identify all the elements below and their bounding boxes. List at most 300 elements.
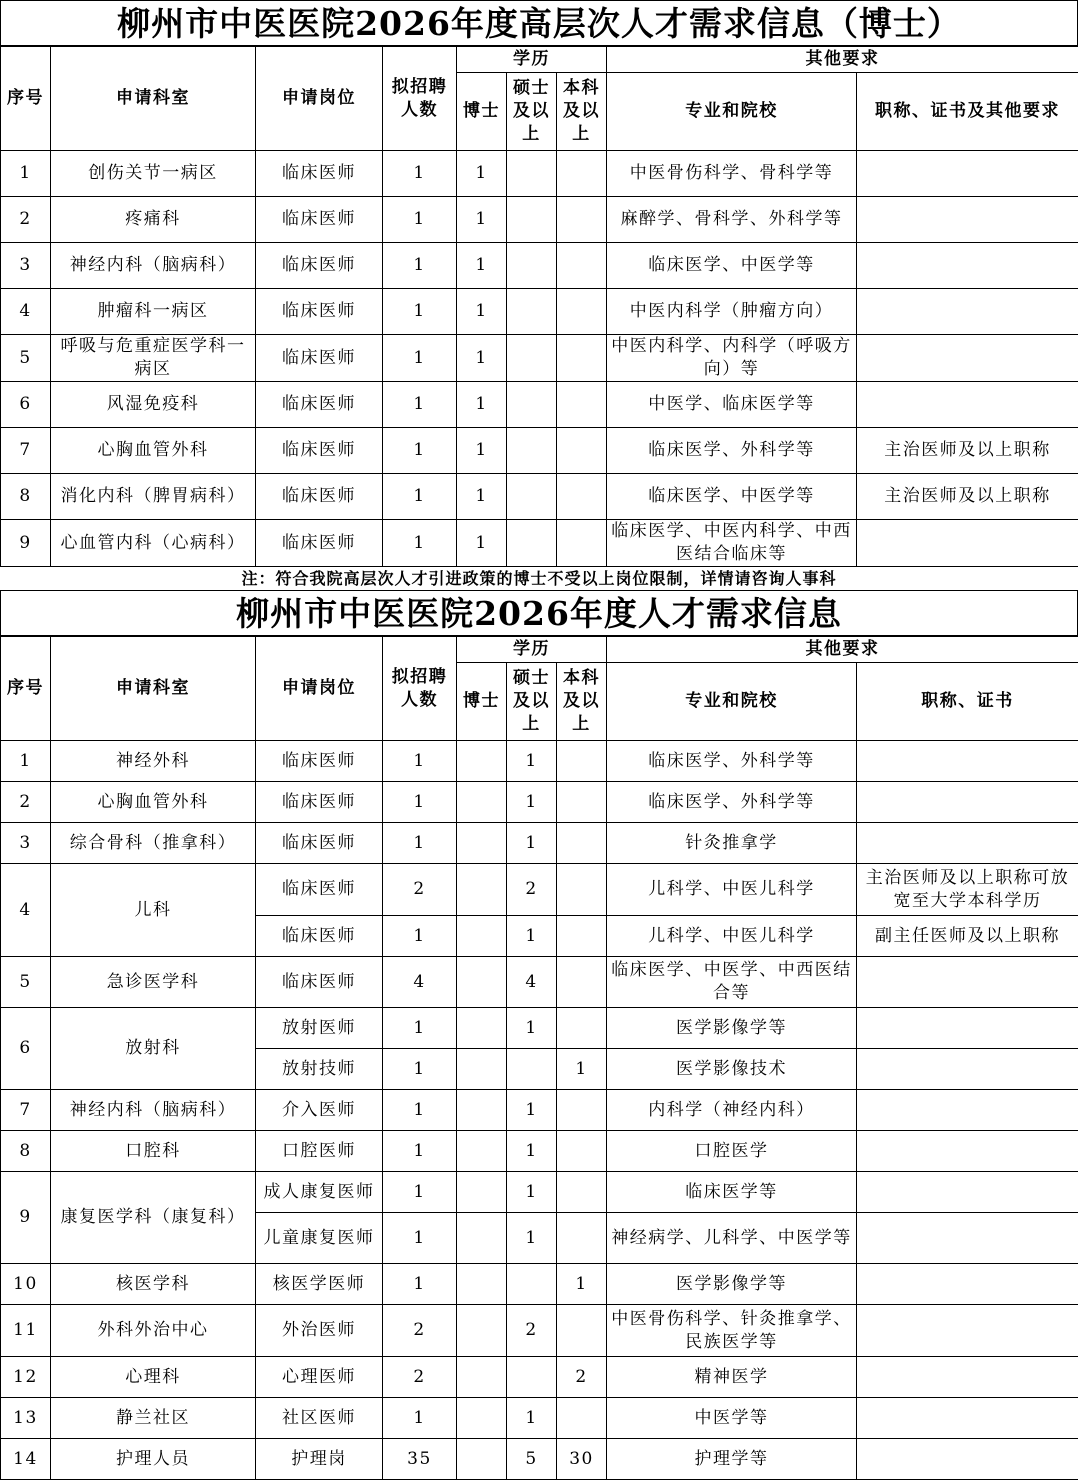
cell-post (256, 428, 383, 474)
cell-bachelor (557, 520, 607, 567)
cell-dept (51, 474, 256, 520)
cell-post (256, 197, 383, 243)
cell-master (507, 335, 557, 382)
cell-phd (457, 289, 507, 335)
cell-dept: 静兰社区 (51, 1398, 256, 1439)
cell-post (256, 474, 383, 520)
cell-post: 放射医师 (256, 1008, 383, 1049)
table-row (1, 957, 1078, 1008)
cell-major-text: 临床医学、中医学等 (648, 486, 815, 506)
cell-dept: 综合骨科（推拿科） (51, 823, 256, 864)
cell-seq-text: 8 (19, 486, 32, 506)
cell-master: 1 (507, 1172, 557, 1213)
cell-phd (457, 823, 507, 864)
header-phd: 博士 (457, 663, 507, 741)
cell-master (507, 428, 557, 474)
cell-seq: 10 (1, 1264, 51, 1305)
cell-phd (457, 1090, 507, 1131)
phd-recruitment-table (0, 46, 1078, 567)
cell-seq-text: 3 (19, 255, 32, 275)
cell-master (507, 151, 557, 197)
cell-phd-text: 1 (475, 301, 488, 321)
cell-master: 1 (507, 1008, 557, 1049)
cell-req (857, 1090, 1078, 1131)
cell-req (857, 1439, 1078, 1480)
cell-major: 临床医学等 (607, 1172, 857, 1213)
cell-count: 1 (383, 823, 457, 864)
cell-bachelor (557, 1172, 607, 1213)
cell-req (857, 520, 1078, 567)
cell-post: 核医学医师 (256, 1264, 383, 1305)
cell-count (383, 243, 457, 289)
cell-count-text: 1 (413, 440, 426, 460)
cell-master: 1 (507, 741, 557, 782)
cell-dept: 心胸血管外科 (51, 782, 256, 823)
cell-post: 临床医师 (256, 782, 383, 823)
cell-phd-text: 1 (475, 209, 488, 229)
cell-post: 儿童康复医师 (256, 1213, 383, 1264)
cell-count-text: 1 (413, 255, 426, 275)
cell-seq: 12 (1, 1357, 51, 1398)
cell-phd (457, 1172, 507, 1213)
cell-bachelor (557, 782, 607, 823)
table-row (1, 1090, 1078, 1131)
cell-major: 针灸推拿学 (607, 823, 857, 864)
cell-major-text: 中医骨伤科学、骨科学等 (629, 163, 834, 183)
cell-dept (51, 335, 256, 382)
cell-dept (51, 382, 256, 428)
cell-phd (457, 957, 507, 1008)
cell-major: 内科学（神经内科） (607, 1090, 857, 1131)
header-count: 拟招聘人数 (383, 47, 457, 151)
cell-dept: 神经内科（脑病科） (51, 1090, 256, 1131)
general-recruitment-sheet (0, 590, 1078, 1480)
cell-post (256, 289, 383, 335)
header-education: 学历 (457, 637, 607, 663)
cell-bachelor (557, 151, 607, 197)
cell-count (383, 520, 457, 567)
cell-phd (457, 520, 507, 567)
cell-bachelor (557, 289, 607, 335)
cell-dept-text: 心胸血管外科 (97, 440, 209, 460)
cell-bachelor (557, 864, 607, 916)
header-seq: 序号 (1, 47, 51, 151)
cell-dept-text: 神经内科（脑病科） (69, 255, 237, 275)
cell-major: 中医骨伤科学、针灸推拿学、民族医学等 (607, 1305, 857, 1357)
header-phd: 博士 (457, 73, 507, 151)
cell-dept-text: 疼痛科 (125, 209, 181, 229)
table-row (1, 382, 1078, 428)
cell-major: 儿科学、中医儿科学 (607, 916, 857, 957)
cell-bachelor (557, 197, 607, 243)
cell-phd (457, 864, 507, 916)
cell-master (507, 1049, 557, 1090)
header-bachelor: 本科及以上 (557, 663, 607, 741)
cell-major (607, 243, 857, 289)
cell-dept: 神经外科 (51, 741, 256, 782)
cell-master (507, 1264, 557, 1305)
general-recruitment-table (0, 636, 1078, 1480)
cell-major: 中医学等 (607, 1398, 857, 1439)
cell-bachelor: 2 (557, 1357, 607, 1398)
cell-master (507, 382, 557, 428)
cell-phd (457, 1439, 507, 1480)
cell-req-text: 主治医师及以上职称 (884, 440, 1051, 460)
header-post: 申请岗位 (256, 47, 383, 151)
cell-bachelor: 1 (557, 1049, 607, 1090)
cell-req (857, 151, 1078, 197)
cell-bachelor (557, 957, 607, 1008)
table-row (1, 782, 1078, 823)
cell-count-text: 1 (413, 532, 426, 553)
cell-major (607, 197, 857, 243)
cell-count: 1 (383, 1398, 457, 1439)
table-row (1, 1131, 1078, 1172)
cell-req (857, 1008, 1078, 1049)
cell-post (256, 335, 383, 382)
cell-req (857, 1398, 1078, 1439)
phd-table-body (1, 151, 1078, 567)
header-title-req: 职称、证书及其他要求 (857, 73, 1078, 151)
cell-count: 2 (383, 864, 457, 916)
header-title-req: 职称、证书 (857, 663, 1078, 741)
cell-post-text: 成人康复医师 (263, 1181, 375, 1202)
cell-major (607, 957, 857, 1008)
cell-req: 副主任医师及以上职称 (857, 916, 1078, 957)
cell-seq-text: 6 (19, 394, 32, 414)
cell-master: 1 (507, 823, 557, 864)
cell-post-text: 临床医师 (282, 486, 356, 506)
cell-major-text: 中医内科学、内科学（呼吸方向）等 (611, 336, 852, 379)
cell-phd (457, 1305, 507, 1357)
cell-seq: 6 (1, 1008, 51, 1090)
cell-post (256, 520, 383, 567)
cell-seq: 7 (1, 1090, 51, 1131)
cell-post: 放射技师 (256, 1049, 383, 1090)
cell-dept-text: 消化内科（脾胃病科） (60, 486, 246, 506)
cell-phd-text: 1 (475, 255, 488, 275)
cell-count (383, 289, 457, 335)
header-major: 专业和院校 (607, 663, 857, 741)
cell-bachelor (557, 474, 607, 520)
cell-major (607, 428, 857, 474)
cell-count: 35 (383, 1439, 457, 1480)
cell-req (857, 741, 1078, 782)
cell-count: 1 (383, 782, 457, 823)
cell-major-text: 中医内科学（肿瘤方向） (629, 301, 834, 321)
cell-phd (457, 916, 507, 957)
cell-master: 1 (507, 1131, 557, 1172)
cell-bachelor (557, 243, 607, 289)
cell-dept (51, 151, 256, 197)
table-row (1, 197, 1078, 243)
header-dept: 申请科室 (51, 47, 256, 151)
cell-seq (1, 335, 51, 382)
cell-bachelor (557, 1213, 607, 1264)
cell-seq (1, 151, 51, 197)
cell-post (256, 1172, 383, 1213)
cell-major: 精神医学 (607, 1357, 857, 1398)
cell-major: 护理学等 (607, 1439, 857, 1480)
cell-major-text: 麻醉学、骨科学、外科学等 (620, 209, 843, 229)
header-master: 硕士及以上 (507, 73, 557, 151)
cell-req (857, 335, 1078, 382)
cell-bachelor (557, 1090, 607, 1131)
cell-count (383, 382, 457, 428)
cell-master (507, 474, 557, 520)
cell-count: 1 (383, 1264, 457, 1305)
cell-post (256, 151, 383, 197)
cell-seq (1, 474, 51, 520)
header-dept: 申请科室 (51, 637, 256, 741)
cell-bachelor (557, 335, 607, 382)
cell-count: 1 (383, 1049, 457, 1090)
cell-phd-text: 1 (475, 440, 488, 460)
cell-bachelor: 1 (557, 1264, 607, 1305)
cell-phd (457, 1008, 507, 1049)
header-post: 申请岗位 (256, 637, 383, 741)
cell-seq (1, 428, 51, 474)
table-row (1, 1398, 1078, 1439)
header-education: 学历 (457, 47, 607, 73)
cell-dept: 外科外治中心 (51, 1305, 256, 1357)
cell-seq: 8 (1, 1131, 51, 1172)
cell-major (607, 151, 857, 197)
cell-post (256, 243, 383, 289)
cell-major: 临床医学、外科学等 (607, 741, 857, 782)
cell-seq-text: 5 (19, 347, 32, 368)
cell-phd (457, 1357, 507, 1398)
cell-dept: 核医学科 (51, 1264, 256, 1305)
table-row (1, 864, 1078, 916)
cell-req (857, 1049, 1078, 1090)
cell-master (507, 289, 557, 335)
cell-phd-text: 1 (475, 532, 488, 553)
cell-post: 心理医师 (256, 1357, 383, 1398)
cell-req (857, 782, 1078, 823)
cell-major (607, 474, 857, 520)
cell-seq-text: 2 (19, 209, 32, 229)
table-row (1, 243, 1078, 289)
cell-phd (457, 197, 507, 243)
cell-count-text: 1 (413, 347, 426, 368)
cell-seq: 3 (1, 823, 51, 864)
cell-count: 1 (383, 916, 457, 957)
cell-major (607, 289, 857, 335)
cell-major: 神经病学、儿科学、中医学等 (607, 1213, 857, 1264)
cell-dept-text: 创伤关节一病区 (88, 163, 218, 183)
cell-master (507, 197, 557, 243)
cell-phd (457, 1049, 507, 1090)
sheet1-note: 注：符合我院高层次人才引进政策的博士不受以上岗位限制，详情请咨询人事科 (241, 569, 837, 588)
cell-phd (457, 741, 507, 782)
cell-post: 外治医师 (256, 1305, 383, 1357)
cell-bachelor (557, 823, 607, 864)
cell-major: 临床医学、外科学等 (607, 782, 857, 823)
table-row (1, 1008, 1078, 1049)
table-row (1, 520, 1078, 567)
table-row (1, 1264, 1078, 1305)
cell-major: 儿科学、中医儿科学 (607, 864, 857, 916)
cell-count: 1 (383, 741, 457, 782)
cell-dept-text: 心血管内科（心病科） (60, 532, 246, 553)
cell-post: 临床医师 (256, 823, 383, 864)
cell-seq: 13 (1, 1398, 51, 1439)
cell-bachelor (557, 1398, 607, 1439)
cell-dept: 康复医学科（康复科） (51, 1172, 256, 1264)
cell-dept (51, 197, 256, 243)
table-row (1, 151, 1078, 197)
cell-count (383, 428, 457, 474)
cell-req (857, 1213, 1078, 1264)
cell-major-text: 临床医学、中医学等 (648, 255, 815, 275)
cell-post: 介入医师 (256, 1090, 383, 1131)
cell-master: 1 (507, 782, 557, 823)
table-row (1, 335, 1078, 382)
cell-major (607, 520, 857, 567)
cell-bachelor (557, 916, 607, 957)
header-bachelor: 本科及以上 (557, 73, 607, 151)
cell-master: 5 (507, 1439, 557, 1480)
cell-bachelor (557, 741, 607, 782)
cell-req (857, 1172, 1078, 1213)
cell-dept: 心理科 (51, 1357, 256, 1398)
cell-phd (457, 382, 507, 428)
cell-master: 1 (507, 1090, 557, 1131)
cell-count: 2 (383, 1305, 457, 1357)
header-count: 拟招聘人数 (383, 637, 457, 741)
cell-master (507, 243, 557, 289)
cell-req (857, 474, 1078, 520)
cell-count (383, 197, 457, 243)
cell-major (607, 382, 857, 428)
cell-post-text: 临床医师 (282, 440, 356, 460)
cell-phd (457, 335, 507, 382)
cell-count: 1 (383, 1008, 457, 1049)
cell-major-text: 临床医学、外科学等 (648, 440, 815, 460)
cell-major-text: 临床医学、中医内科学、中西医结合临床等 (611, 521, 852, 564)
cell-major-text: 中医学、临床医学等 (648, 394, 815, 414)
cell-post-text: 临床医师 (282, 255, 356, 275)
cell-master: 1 (507, 1398, 557, 1439)
cell-phd-text: 1 (475, 394, 488, 414)
table-row (1, 823, 1078, 864)
cell-count (383, 474, 457, 520)
cell-phd (457, 1264, 507, 1305)
cell-seq (1, 520, 51, 567)
sheet1-title: 柳州市中医医院2026年度高层次人才需求信息（博士） (0, 0, 1078, 46)
cell-phd (457, 243, 507, 289)
cell-req: 主治医师及以上职称可放宽至大学本科学历 (857, 864, 1078, 916)
cell-post: 临床医师 (256, 864, 383, 916)
cell-major: 医学影像技术 (607, 1049, 857, 1090)
cell-req (857, 243, 1078, 289)
cell-dept (51, 289, 256, 335)
cell-phd (457, 782, 507, 823)
cell-post: 临床医师 (256, 916, 383, 957)
cell-req (857, 382, 1078, 428)
cell-bachelor (557, 1305, 607, 1357)
cell-major: 医学影像学等 (607, 1264, 857, 1305)
header-other: 其他要求 (607, 47, 1078, 73)
cell-count (383, 151, 457, 197)
cell-phd-text: 1 (475, 163, 488, 183)
cell-bachelor (557, 382, 607, 428)
cell-master: 2 (507, 864, 557, 916)
header-seq: 序号 (1, 637, 51, 741)
cell-master: 1 (507, 916, 557, 957)
cell-dept (51, 520, 256, 567)
cell-phd (457, 1398, 507, 1439)
cell-seq: 5 (1, 957, 51, 1008)
cell-phd (457, 474, 507, 520)
table-row (1, 1305, 1078, 1357)
cell-count: 1 (383, 1172, 457, 1213)
cell-major: 医学影像学等 (607, 1008, 857, 1049)
cell-count (383, 335, 457, 382)
cell-bachelor: 30 (557, 1439, 607, 1480)
table-row (1, 428, 1078, 474)
cell-dept (51, 243, 256, 289)
cell-count: 1 (383, 1131, 457, 1172)
cell-seq (1, 289, 51, 335)
cell-master: 4 (507, 957, 557, 1008)
header-major: 专业和院校 (607, 73, 857, 151)
cell-post: 护理岗 (256, 1439, 383, 1480)
table-row (1, 741, 1078, 782)
cell-count-text: 1 (413, 301, 426, 321)
cell-dept-text: 风湿免疫科 (106, 394, 200, 414)
cell-post-text: 临床医师 (282, 163, 356, 183)
cell-count-text: 1 (413, 486, 426, 506)
table-row (1, 1357, 1078, 1398)
header-other: 其他要求 (607, 637, 1078, 663)
cell-phd-text: 1 (475, 347, 488, 368)
cell-major (607, 335, 857, 382)
cell-count-text: 1 (413, 394, 426, 414)
cell-dept (51, 428, 256, 474)
cell-post-text: 临床医师 (282, 347, 356, 368)
cell-seq: 14 (1, 1439, 51, 1480)
cell-dept: 急诊医学科 (51, 957, 256, 1008)
cell-seq: 1 (1, 741, 51, 782)
table-row (1, 1439, 1078, 1480)
table-row (1, 474, 1078, 520)
cell-req (857, 197, 1078, 243)
cell-req (857, 823, 1078, 864)
cell-count: 1 (383, 1090, 457, 1131)
cell-dept-text: 肿瘤科一病区 (97, 301, 209, 321)
cell-dept: 护理人员 (51, 1439, 256, 1480)
cell-req (857, 289, 1078, 335)
phd-recruitment-sheet (0, 0, 1078, 591)
cell-phd (457, 1213, 507, 1264)
cell-post-text: 临床医师 (282, 209, 356, 229)
cell-phd (457, 428, 507, 474)
cell-seq: 2 (1, 782, 51, 823)
cell-post-text: 临床医师 (282, 301, 356, 321)
cell-post: 临床医师 (256, 741, 383, 782)
cell-count: 2 (383, 1357, 457, 1398)
cell-seq-text: 4 (19, 301, 32, 321)
cell-bachelor (557, 428, 607, 474)
cell-seq-text: 1 (19, 163, 32, 183)
cell-major-text: 临床医学、中医学、中西医结合等 (611, 960, 852, 1003)
cell-bachelor (557, 1008, 607, 1049)
cell-post: 口腔医师 (256, 1131, 383, 1172)
cell-count-text: 1 (413, 163, 426, 183)
cell-req (857, 1264, 1078, 1305)
